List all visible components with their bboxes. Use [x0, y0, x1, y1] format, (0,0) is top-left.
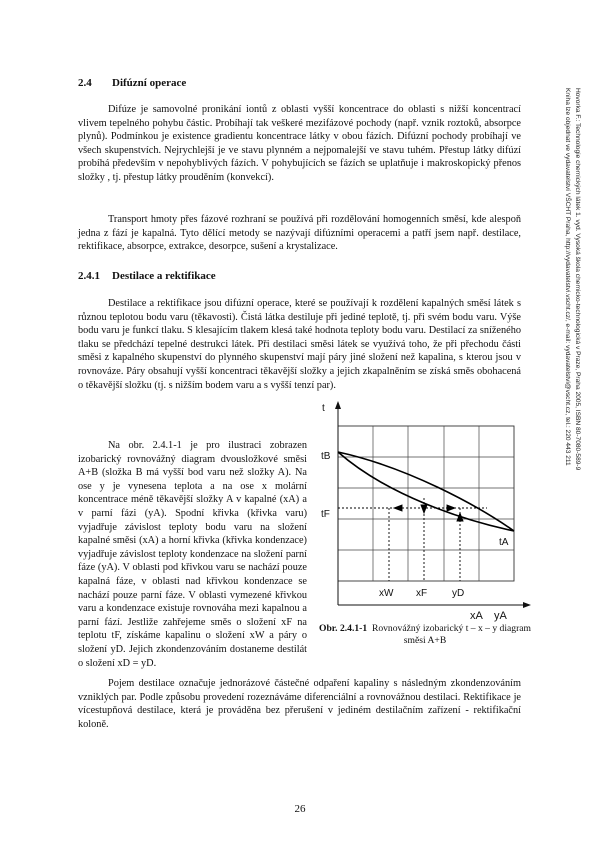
label-tB: tB [321, 451, 331, 462]
section-number: 2.4.1 [78, 270, 100, 282]
citation-line-1: Hovorka F.: Technologie chemických látek 1. vyd. Vysoká škola chemicko-technologická v Praze, Praha 2005, ISBN 80-7080-589-9 [574, 88, 581, 471]
label-yA: yA [494, 610, 507, 622]
caption-text: Rovnovážný izobarický t – x – y diagram směsi A+B [371, 623, 531, 646]
label-tA: tA [499, 537, 509, 548]
paragraph-diffusion-1: Difúze je samovolné pronikání iontů z oblasti vyšší koncentrace do oblasti s nižší koncentrací vlivem tepelného pohybu částic. Probíhají tak veškeré mezifázové pochody (např. vznik roztoků, absorpce plynů). Podmínkou je existence gradientu koncentrace látky v obou fázích. Difúzní pochody probíhají ve všech skupenstvích. Nejrychlejší je ve stavu plynném a nejpomalejší ve stavu tuhém. Přestup látky difúzí probíhá především v nepohyblivých fázích. V pohybujících se fázích se uplatňuje i makroskopický přenos složky , tj. přestup látky prouděním (konvekcí). [78, 104, 521, 183]
label-t: t [322, 403, 325, 414]
caption-number: Obr. 2.4.1-1 [318, 623, 368, 634]
paragraph-distillation-2: Na obr. 2.4.1-1 je pro ilustraci zobrazen izobarický rovnovážný diagram dvousložkové směsi A+B (složka B má vyšší bod varu než složky A). Na ose y je vynesena teplota a na ose x molární koncentrace méně těkavější složky A v kapalné (xA) a v parní fázi (yA). Spodní křivka (křivka varu) vyjadřuje závislost teploty bodu varu na složení kapalné směsi (xA) a horní křivka (křivka kondenzace) vyjadřuje závislost teploty kondenzace na složení parní fáze (yA). V oblasti pod křivkou varu se nachází pouze kapalná fáze, v oblasti nad křivkou kondenzace se nachází pouze parní fáze. V oblasti vymezené křivkou varu a kondenzace existuje rovnováha mezi kapalnou a parní fází. Jestliže zahřejeme směs o složení xF na teplotu tF, získáme kapalinu o složení xW a páry o složení yD. Jejich zkondenzováním dostaneme destilát o složení xD = yD. [78, 440, 307, 669]
construction-lines [338, 498, 487, 581]
citation-line-2: Kniha lze objednat ve vydavatelství VŠCHT Praha, http://vydavatelstvi.vscht.cz/, e-mail: vydavatelstvi@vscht.cz, tel.: 220 443 211 [564, 88, 572, 466]
equilibrium-diagram [312, 395, 538, 627]
figure-caption [314, 623, 536, 647]
arrow-left [394, 505, 402, 511]
label-xA: xA [470, 610, 483, 622]
section-heading-2-4 [78, 77, 186, 89]
paragraph-diffusion-2: Transport hmoty přes fázové rozhraní se používá při rozdělování homogenních směsí, kde alespoň jedna z fází je kapalná. Tyto dělící metody se nazývají difúzními operacemi a patří jsem např. destilace, rektifikace, absorpce, extrakce, desorpce, sušení a krystalizace. [78, 214, 521, 253]
x-axis-arrow [523, 602, 531, 608]
section-title: Difúzní operace [112, 77, 187, 89]
label-yD: yD [452, 588, 465, 599]
arrow-down [421, 505, 427, 513]
section-title: Destilace a rektifikace [112, 270, 216, 282]
section-heading-2-4-1 [78, 270, 216, 282]
label-xW: xW [379, 588, 394, 599]
label-xF: xF [416, 588, 428, 599]
paragraph-distillation-1: Destilace a rektifikace jsou difúzní operace, které se používají k rozdělení kapalných směsí látek s různou teplotou bodu varu (těkavosti). Čistá látka destiluje při jediné teplotě, tj. při svém bodu varu. Výše bodu varu je funkcí tlaku. S klesajícím tlakem klesá také hodnota teploty bodu varu. Destilací za sníženého tlaku se předchází tepelné destrukci látek. Při destilaci směsi látek se využívá toho, že při přechodu části směsi z kapalného skupenství do plynného skupenství mají páry jiné složení než kapalina, s kterou jsou v rovnováze. Páry obsahují vyšší koncentraci těkavější složky a jejich zkapalněním se získá směs obohacená o těkavější složku (tj. s nižším bodem varu a s vyšší tenzí par). [78, 298, 521, 391]
t-axis-arrow [335, 401, 341, 409]
paragraph-distillation-3: Pojem destilace označuje jednorázové částečné odpaření kapaliny s následným zkondenzováním vzniklých par. Podle způsobu provedení rozeznáváme diferenciální a rovnovážnou destilaci. Rektifikace je vícestupňová destilace, která je prováděna bez přerušení v jediném destilačním zařízení - rektifikační koloně. [78, 678, 521, 730]
section-number: 2.4 [78, 77, 92, 89]
label-tF: tF [321, 509, 330, 520]
sidebar-citation [563, 88, 582, 608]
tie-line-arrows [394, 505, 463, 521]
page-number: 26 [294, 803, 306, 815]
arrow-right [447, 505, 455, 511]
